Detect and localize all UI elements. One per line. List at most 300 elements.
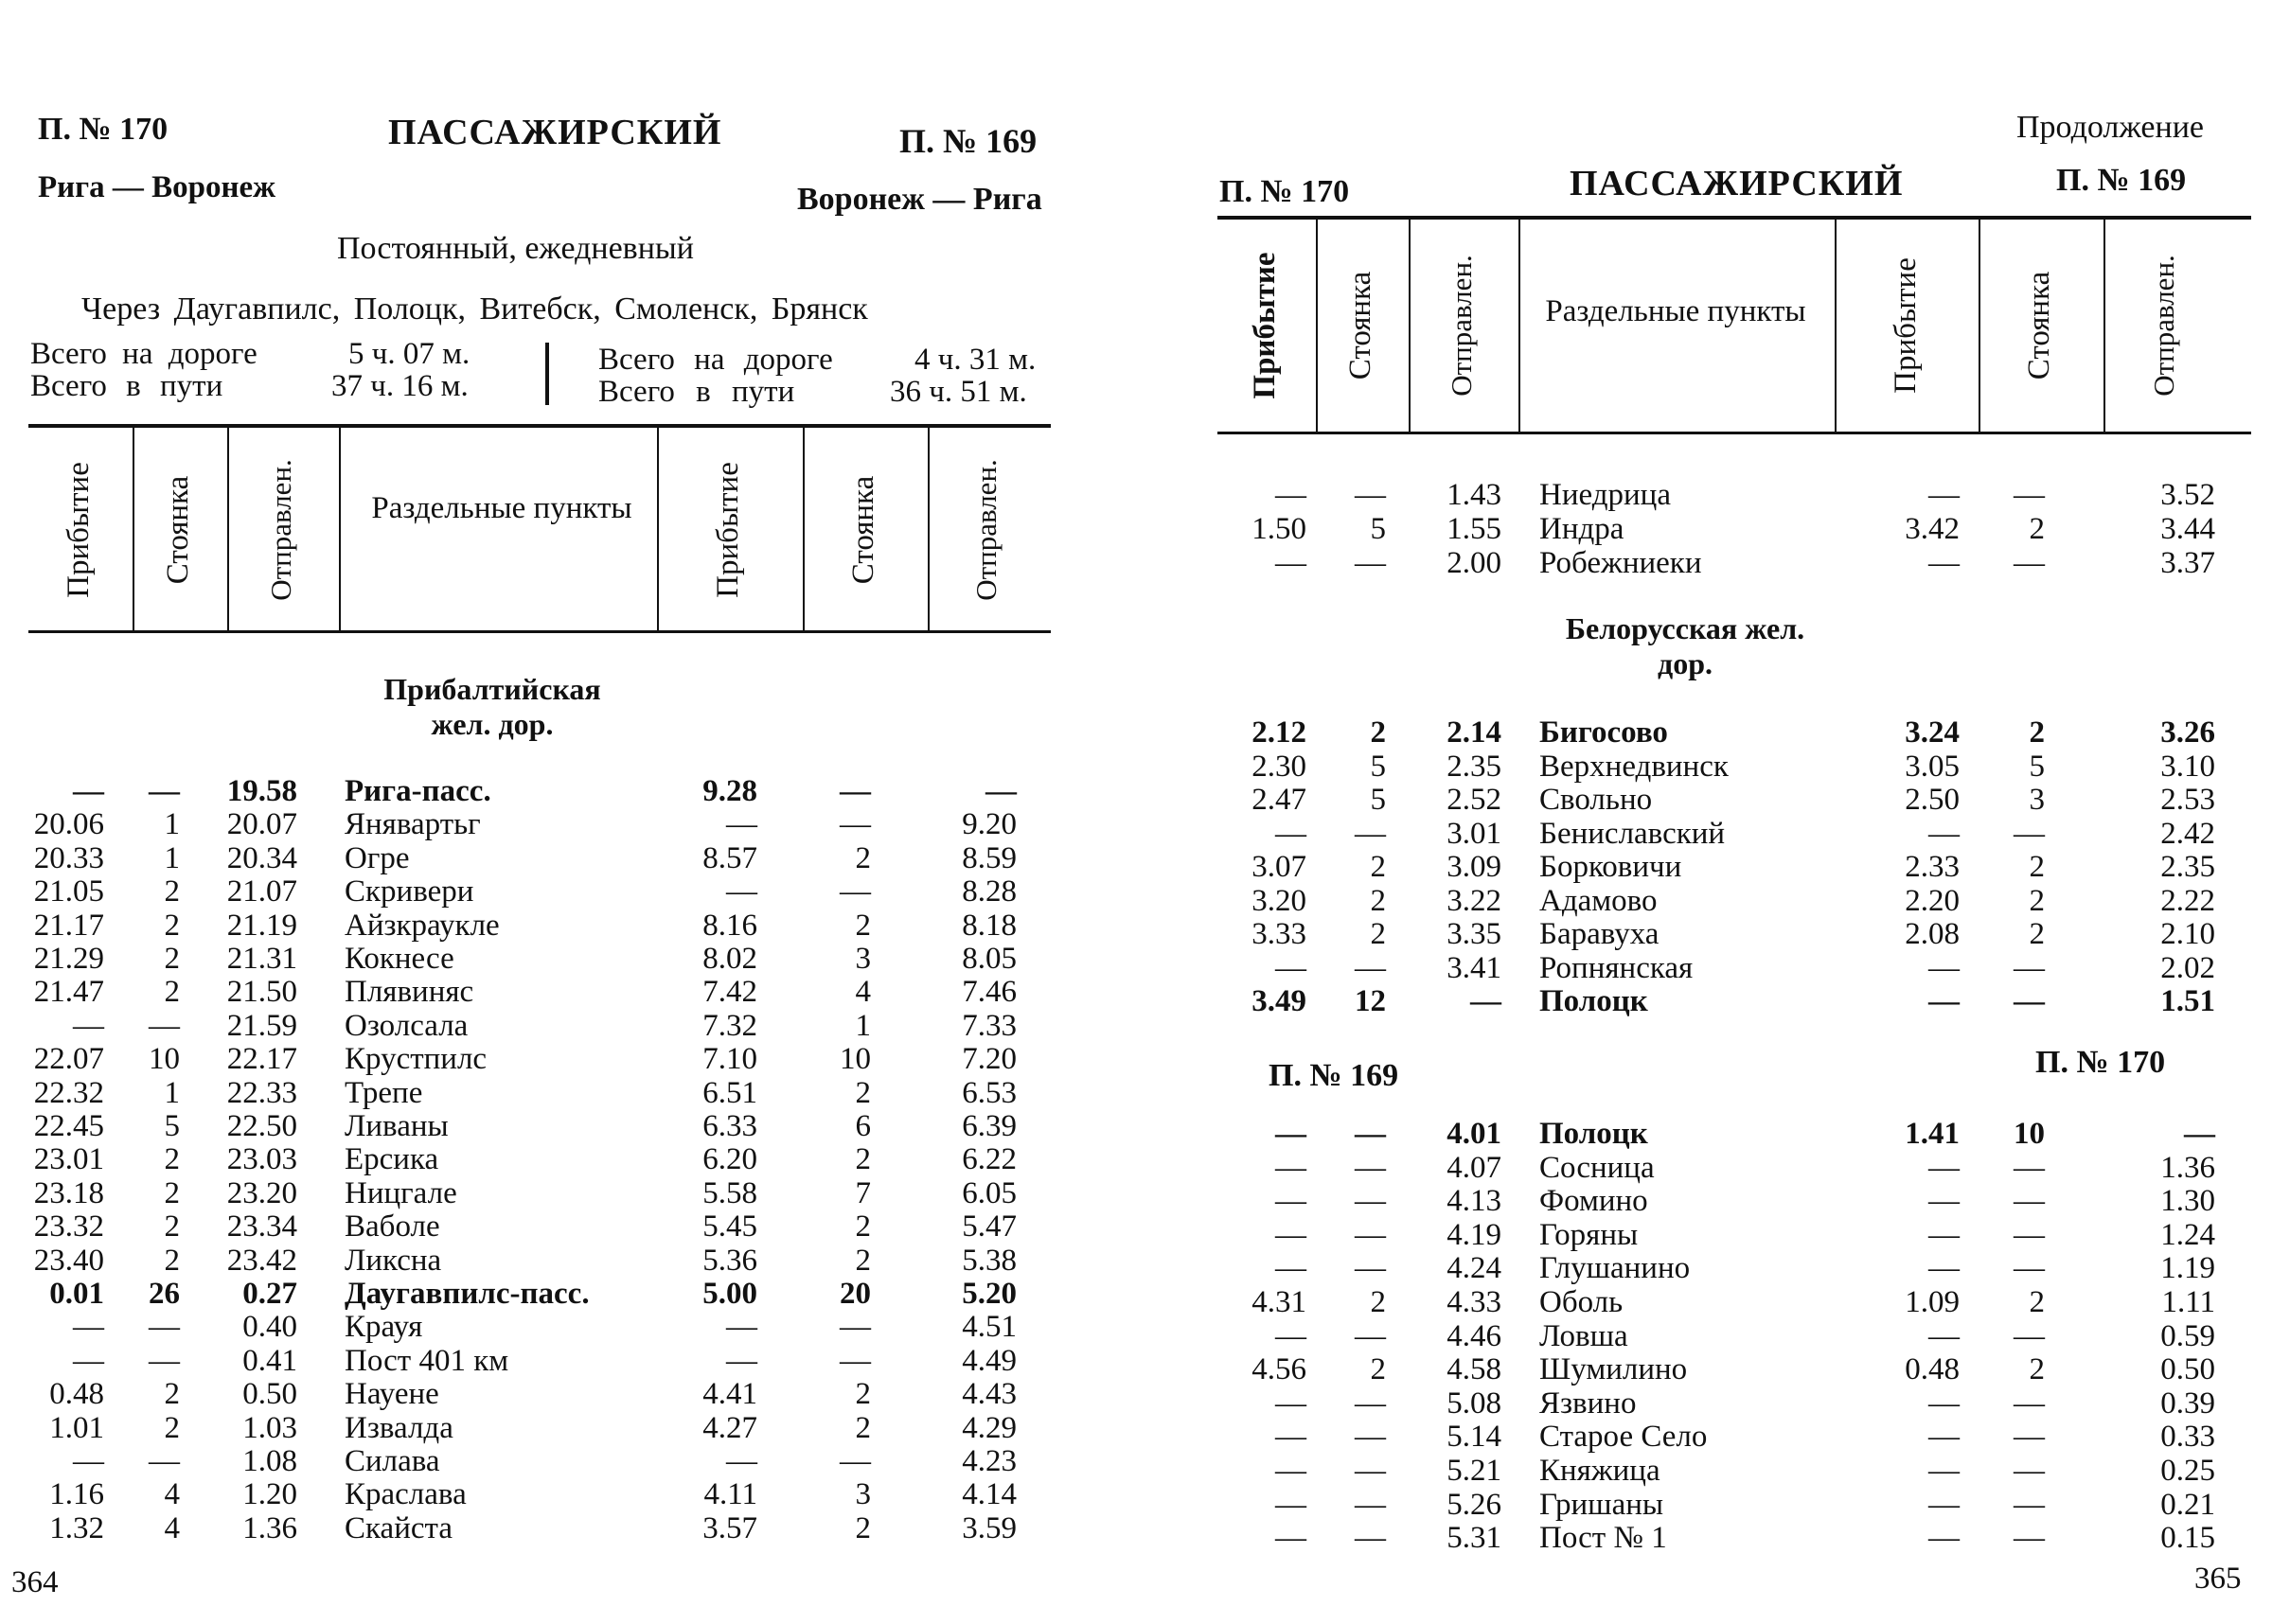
arrival-cell: — [1275,1251,1306,1286]
table-row [1202,1117,2272,1151]
departure-cell: 23.03 [226,1142,297,1177]
departure-cell: 4.19 [1447,1217,1501,1252]
table-row [0,1377,1098,1411]
station-cell: Ропнянская [1539,950,1694,985]
left-col-departure-2: Отправлен. [969,459,1003,601]
stop-cell: 2 [2029,883,2045,918]
departure-cell: 7.33 [962,1008,1017,1043]
station-cell: Скривери [345,874,474,909]
table-row [0,774,1098,808]
departure-cell: 7.46 [962,975,1017,1010]
departure-cell: 8.59 [962,840,1017,875]
arrival-cell: — [1275,546,1306,580]
arrival-cell: 23.32 [33,1209,104,1244]
table-row [1202,951,2272,985]
departure-cell: 2.00 [1447,546,1501,580]
departure-cell: 21.50 [226,975,297,1010]
arrival-cell: 8.16 [702,908,757,943]
station-cell: Ницгале [345,1175,457,1210]
arrival-cell: — [73,774,104,808]
right-train-number-170: П. № 170 [1219,174,1350,209]
departure-cell: 4.14 [962,1477,1017,1512]
stop-cell: — [1355,1184,1386,1219]
arrival-cell: 8.57 [702,840,757,875]
departure-cell: 6.05 [962,1175,1017,1210]
arrival-cell: 3.07 [1251,850,1306,884]
table-row [0,807,1098,841]
station-cell: Адамово [1539,883,1658,918]
arrival-cell: 3.05 [1905,749,1960,784]
left-total-road-value-a: 5 ч. 07 м. [348,337,470,371]
arrival-cell: — [1275,1454,1306,1488]
table-row [0,1042,1098,1076]
departure-cell: 0.41 [242,1343,297,1378]
arrival-cell: — [726,807,757,842]
stop-cell: 2 [164,942,180,976]
arrival-cell: 5.00 [702,1277,757,1311]
stop-cell: 2 [2029,1285,2045,1319]
arrival-cell: 22.45 [33,1109,104,1143]
station-cell: Озолсала [345,1008,469,1043]
station-cell: Трепе [345,1075,423,1110]
table-row [1202,917,2272,951]
stop-cell: — [1355,1521,1386,1556]
table-row [1202,1285,2272,1319]
table-row [1202,1319,2272,1353]
arrival-cell: 20.33 [33,840,104,875]
departure-cell: 23.20 [226,1175,297,1210]
stop-cell: 7 [855,1175,871,1210]
stop-cell: 2 [164,1243,180,1278]
arrival-cell: 4.41 [702,1377,757,1412]
arrival-cell: 3.49 [1251,984,1306,1018]
right-train-type-title: ПАССАЖИРСКИЙ [1570,164,1904,203]
stop-cell: 2 [2029,512,2045,546]
arrival-cell: — [1928,816,1960,851]
stop-cell: 3 [855,1477,871,1512]
stop-cell: — [149,774,180,808]
stop-cell: — [840,874,871,909]
departure-cell: 3.41 [1447,950,1501,985]
stop-cell: 2 [1370,883,1386,918]
departure-cell: 3.09 [1447,850,1501,884]
departure-cell: 21.19 [226,908,297,943]
stop-cell: — [840,1343,871,1378]
departure-cell: 6.22 [962,1142,1017,1177]
stop-cell: — [1355,546,1386,580]
departure-cell: 19.58 [226,774,297,808]
arrival-cell: 4.31 [1251,1285,1306,1319]
table-row [0,1277,1098,1311]
departure-cell: 4.33 [1447,1285,1501,1319]
station-cell: Княжица [1539,1454,1660,1488]
departure-cell: 0.21 [2160,1487,2215,1522]
arrival-cell: 22.32 [33,1075,104,1110]
right-col-arrival-1: Прибытие [1248,252,1282,399]
departure-cell: 21.07 [226,874,297,909]
departure-cell: 23.34 [226,1209,297,1244]
stop-cell: 2 [855,1243,871,1278]
continuation-label: Продолжение [2016,110,2205,145]
stop-cell: 2 [855,1410,871,1445]
left-total-trip-value-a: 37 ч. 16 м. [331,369,469,403]
table-row [0,1477,1098,1511]
table-row [0,1142,1098,1176]
arrival-cell: 2.30 [1251,749,1306,784]
arrival-cell: 23.40 [33,1243,104,1278]
arrival-cell: — [1928,478,1960,512]
departure-cell: 3.37 [2160,546,2215,580]
stop-cell: 2 [855,1510,871,1545]
left-header-bottom-rule [28,630,1051,633]
departure-cell: 2.35 [2160,850,2215,884]
arrival-cell: — [73,1008,104,1043]
stop-cell: 1 [855,1008,871,1043]
arrival-cell: — [1275,1487,1306,1522]
stop-cell: — [2014,1184,2045,1219]
departure-cell: 2.02 [2160,950,2215,985]
arrival-cell: — [1928,1521,1960,1556]
departure-cell: 2.35 [1447,749,1501,784]
station-cell: Сосница [1539,1150,1655,1185]
right-col-points [1534,293,1818,329]
table-row [0,909,1098,943]
right-timetable-rows-top [1202,478,2272,582]
table-row [1202,817,2272,851]
departure-cell: 0.40 [242,1310,297,1345]
table-row [1202,1251,2272,1285]
stop-cell: — [2014,1454,2045,1488]
arrival-cell: — [1275,1386,1306,1421]
table-row [1202,1386,2272,1421]
right-header-bottom-rule [1217,432,2251,434]
table-row [0,874,1098,909]
right-subheader-train-170: П. № 170 [2035,1045,2166,1080]
totals-divider [545,343,549,405]
departure-cell: 1.55 [1447,512,1501,546]
arrival-cell: — [1275,478,1306,512]
departure-cell: 1.36 [242,1510,297,1545]
station-cell: Рига-пасс. [345,774,491,808]
station-cell: Бигосово [1539,715,1668,750]
stop-cell: — [1355,950,1386,985]
left-train-number-170: П. № 170 [38,112,169,147]
table-row [1202,884,2272,918]
stop-cell: 12 [1355,984,1386,1018]
station-cell: Робежниеки [1539,546,1702,580]
arrival-cell: 21.47 [33,975,104,1010]
departure-cell: 0.15 [2160,1521,2215,1556]
stop-cell: — [2014,1521,2045,1556]
right-col-departure-2: Отправлен. [2147,255,2180,397]
departure-cell: 5.47 [962,1209,1017,1244]
station-cell: Скайста [345,1510,453,1545]
departure-cell: 4.46 [1447,1318,1501,1353]
table-row [1202,546,2272,580]
left-via: Через Даугавпилс, Полоцк, Витебск, Смоленск, Брянск [81,291,868,327]
departure-cell: 21.59 [226,1008,297,1043]
arrival-cell: 3.24 [1905,715,1960,750]
stop-cell: — [1355,478,1386,512]
departure-cell: 2.42 [2160,816,2215,851]
stop-cell: 5 [1370,749,1386,784]
arrival-cell: — [1928,546,1960,580]
arrival-cell: 3.20 [1251,883,1306,918]
stop-cell: — [2014,984,2045,1018]
departure-cell: 0.59 [2160,1318,2215,1353]
departure-cell: — [2184,1117,2215,1151]
left-page [0,0,1098,1624]
stop-cell: — [2014,478,2045,512]
arrival-cell: 1.09 [1905,1285,1960,1319]
stop-cell: 4 [855,975,871,1010]
departure-cell: 0.25 [2160,1454,2215,1488]
departure-cell: 4.13 [1447,1184,1501,1219]
departure-cell: 0.33 [2160,1420,2215,1455]
departure-cell: 4.58 [1447,1352,1501,1387]
station-cell: Язвино [1539,1386,1637,1421]
stop-cell: 6 [855,1109,871,1143]
departure-cell: 6.53 [962,1075,1017,1110]
right-subheader-train-169: П. № 169 [1269,1058,1399,1093]
departure-cell: 4.29 [962,1410,1017,1445]
left-header-top-rule [28,424,1051,428]
arrival-cell: — [1275,1217,1306,1252]
departure-cell: 0.39 [2160,1386,2215,1421]
arrival-cell: 8.02 [702,942,757,976]
departure-cell: 1.03 [242,1410,297,1445]
station-cell: Крустпилс [345,1042,488,1077]
table-row [0,942,1098,976]
departure-cell: 3.01 [1447,816,1501,851]
departure-cell: 1.30 [2160,1184,2215,1219]
arrival-cell: — [73,1310,104,1345]
arrival-cell: — [73,1444,104,1478]
stop-cell: — [2014,1150,2045,1185]
stop-cell: — [840,1310,871,1345]
departure-cell: 5.21 [1447,1454,1501,1488]
arrival-cell: 0.48 [1905,1352,1960,1387]
arrival-cell: — [726,1310,757,1345]
left-section-baltic-railway: Прибалтийская жел. дор. [383,672,601,741]
left-train-type-title: ПАССАЖИРСКИЙ [388,113,722,152]
arrival-cell: 0.48 [49,1377,104,1412]
stop-cell: 2 [164,1175,180,1210]
left-col-arrival-1: Прибытие [62,462,96,598]
arrival-cell: — [1928,1487,1960,1522]
station-cell: Полоцк [1539,984,1648,1018]
stop-cell: — [2014,1318,2045,1353]
right-col-arrival-2: Прибытие [1889,257,1923,394]
stop-cell: 2 [1370,850,1386,884]
departure-cell: 3.22 [1447,883,1501,918]
left-total-trip-label-a: Всего в пути [30,369,223,403]
stop-cell: 2 [164,874,180,909]
stop-cell: 5 [1370,783,1386,817]
table-row [0,1209,1098,1244]
arrival-cell: — [1275,816,1306,851]
departure-cell: 0.50 [242,1377,297,1412]
arrival-cell: 1.16 [49,1477,104,1512]
departure-cell: 4.43 [962,1377,1017,1412]
arrival-cell: 4.56 [1251,1352,1306,1387]
table-row [1202,1151,2272,1185]
arrival-cell: — [1928,1454,1960,1488]
stop-cell: — [1355,816,1386,851]
arrival-cell: — [1928,1318,1960,1353]
departure-cell: 3.35 [1447,917,1501,951]
station-cell: Краслава [345,1477,467,1512]
station-cell: Борковичи [1539,850,1682,884]
station-cell: Крауя [345,1310,423,1345]
departure-cell: — [1470,984,1501,1018]
stop-cell: — [2014,546,2045,580]
arrival-cell: 21.17 [33,908,104,943]
left-page-number: 364 [11,1565,59,1599]
station-cell: Науене [345,1377,439,1412]
station-cell: Ловша [1539,1318,1628,1353]
arrival-cell: 3.33 [1251,917,1306,951]
stop-cell: 10 [149,1042,180,1077]
departure-cell: 6.39 [962,1109,1017,1143]
departure-cell: 8.18 [962,908,1017,943]
stop-cell: — [1355,1487,1386,1522]
stop-cell: — [2014,1251,2045,1286]
arrival-cell: 4.27 [702,1410,757,1445]
departure-cell: 5.31 [1447,1521,1501,1556]
departure-cell: 1.24 [2160,1217,2215,1252]
station-cell: Фомино [1539,1184,1648,1219]
stop-cell: — [149,1008,180,1043]
arrival-cell: 6.20 [702,1142,757,1177]
stop-cell: 2 [2029,850,2045,884]
departure-cell: 3.44 [2160,512,2215,546]
arrival-cell: 7.10 [702,1042,757,1077]
arrival-cell: 21.05 [33,874,104,909]
left-col-points [360,490,644,526]
arrival-cell: — [1928,1386,1960,1421]
left-col-stop-2: Стоянка [846,475,880,585]
station-cell: Ерсика [345,1142,439,1177]
departure-cell: 2.53 [2160,783,2215,817]
right-col-points-label: Раздельные пункты [1545,294,1806,328]
table-row [1202,1184,2272,1218]
departure-cell: 0.50 [2160,1352,2215,1387]
arrival-cell: 0.01 [49,1277,104,1311]
stop-cell: 4 [164,1510,180,1545]
stop-cell: 26 [149,1277,180,1311]
station-cell: Кокнесе [345,942,454,976]
stop-cell: 2 [164,1410,180,1445]
departure-cell: 1.08 [242,1444,297,1478]
table-row [1202,1218,2272,1252]
departure-cell: 1.43 [1447,478,1501,512]
station-cell: Оболь [1539,1285,1624,1319]
right-timetable-rows-mid [1202,715,2272,1028]
table-row [1202,478,2272,512]
arrival-cell: 3.42 [1905,512,1960,546]
arrival-cell: 2.33 [1905,850,1960,884]
stop-cell: — [149,1444,180,1478]
station-cell: Ликсна [345,1243,442,1278]
stop-cell: — [840,774,871,808]
stop-cell: 20 [840,1277,871,1311]
arrival-cell: — [1275,950,1306,985]
station-cell: Старое Село [1539,1420,1708,1455]
right-timetable-rows-bottom [1202,1117,2272,1571]
arrival-cell: — [1928,984,1960,1018]
left-col-points-label: Раздельные пункты [371,491,632,525]
stop-cell: — [1355,1318,1386,1353]
station-cell: Пост 401 км [345,1343,509,1378]
arrival-cell: — [73,1343,104,1378]
stop-cell: 2 [1370,1285,1386,1319]
stop-cell: 1 [164,840,180,875]
station-cell: Верхнедвинск [1539,749,1729,784]
station-cell: Бениславский [1539,816,1726,851]
stop-cell: 2 [855,1377,871,1412]
departure-cell: 20.34 [226,840,297,875]
station-cell: Свольно [1539,783,1653,817]
arrival-cell: 1.32 [49,1510,104,1545]
departure-cell: 21.31 [226,942,297,976]
departure-cell: 3.10 [2160,749,2215,784]
arrival-cell: — [726,1444,757,1478]
departure-cell: 4.24 [1447,1251,1501,1286]
departure-cell: 1.51 [2160,984,2215,1018]
right-train-number-169: П. № 169 [2056,163,2187,198]
table-row [0,841,1098,875]
arrival-cell: 3.57 [702,1510,757,1545]
arrival-cell: 2.50 [1905,783,1960,817]
stop-cell: — [1355,1251,1386,1286]
stop-cell: — [2014,816,2045,851]
departure-cell: 1.19 [2160,1251,2215,1286]
stop-cell: 2 [855,840,871,875]
station-cell: Огре [345,840,410,875]
arrival-cell: 2.08 [1905,917,1960,951]
arrival-cell: 6.33 [702,1109,757,1143]
station-cell: Горяны [1539,1217,1639,1252]
arrival-cell: 5.45 [702,1209,757,1244]
departure-cell: 5.38 [962,1243,1017,1278]
table-row [0,975,1098,1009]
station-cell: Извалда [345,1410,453,1445]
table-row [1202,1488,2272,1522]
left-total-trip-label-b: Всего в пути [598,375,795,409]
left-total-road-label-b: Всего на дороге [598,343,833,377]
station-cell: Янявартьг [345,807,481,842]
departure-cell: 4.23 [962,1444,1017,1478]
departure-cell: 4.07 [1447,1150,1501,1185]
station-cell: Индра [1539,512,1624,546]
stop-cell: 2 [855,1209,871,1244]
arrival-cell: 1.41 [1905,1117,1960,1151]
departure-cell: 2.52 [1447,783,1501,817]
stop-cell: 5 [1370,512,1386,546]
stop-cell: 1 [164,807,180,842]
right-section-belarusian-railway: Белорусская жел. дор. [1565,611,1805,680]
stop-cell: 2 [855,908,871,943]
table-row [1202,783,2272,817]
departure-cell: — [985,774,1017,808]
departure-cell: 1.11 [2161,1285,2215,1319]
stop-cell: 4 [164,1477,180,1512]
arrival-cell: — [1275,1117,1306,1151]
table-row [0,1244,1098,1278]
station-cell: Ниедрица [1539,478,1671,512]
stop-cell: — [149,1343,180,1378]
